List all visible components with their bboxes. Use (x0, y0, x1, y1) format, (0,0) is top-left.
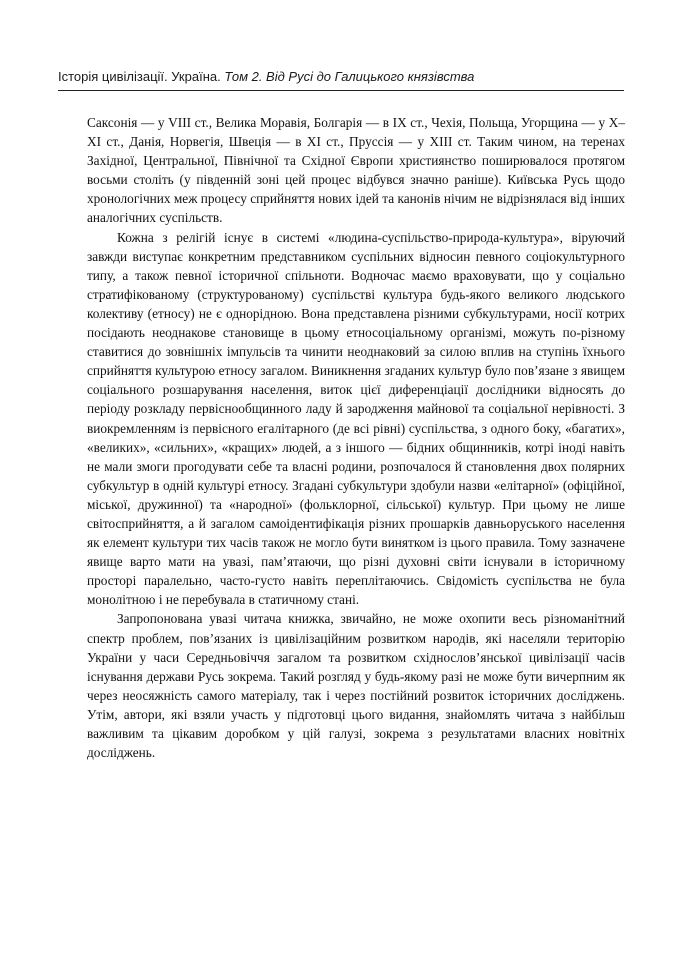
paragraph: Кожна з релігій існує в системі «людина-суспільство-природа-культура», віруючий завжди виступає конкретним представником суспільних відносин певного соціокультурного типу, а також певної історичної спільноти. Водночас маємо враховувати, що у соціально стратифікованому (структурованому) суспільстві культура будь-якого великого людського колективу (етносу) не є однорідною. Вона представлена різними субкультурами, носії котрих посідають неоднакове становище в цьому етносоціальному організмі, можуть по-різному ставитися до зовнішніх імпульсів та чинити неоднаковий за силою вплив на ступінь їхнього сприйняття культурою етносу загалом. Виникнення згаданих культур було пов’язане з явищем соціального розшарування населення, виток цієї диференціації дослідники відносять до періоду розкладу первіснообщинного ладу й зародження майнової та соціальної нерівності. З виокремленням із первісного егалітарного (де всі рівні) суспільства, з одного боку, «багатих», «великих», «сильних», «кращих» людей, а з іншого — бідних общинників, котрі іноді навіть не мали змоги прогодувати себе та власні родини, розпочалося й становлення двох полярних субкультур в одній культурі етносу. Згадані субкультури здобули назви «елітарної» (офіційної, міської, дружинної) та «народної» (фольклорної, сільської) культур. При цьому не лише світосприйняття, а й загалом самоідентифікація різних прошарків давньоруського населення як елемент культури тих часів також не могло бути винятком із цього правила. Тому зазначене явище варто мати на увазі, пам’ятаючи, що різні духовні світи існували в історичному просторі паралельно, часто-густо навіть переплітаючись. Свідомість суспільства не була монолітною і не перебувала в статичному стані. (87, 229, 625, 608)
header-series-title: Історія цивілізації. Україна. (58, 69, 221, 84)
running-header (58, 69, 624, 85)
body-text (87, 113, 625, 762)
header-rule (58, 90, 624, 91)
header-volume-title: Том 2. Від Русі до Галицького князівства (224, 69, 475, 84)
paragraph: Запропонована увазі читача книжка, звичайно, не може охопити весь різноманітний спектр проблем, пов’язаних із цивілізаційним розвитком народів, які населяли територію України у часи Середньовіччя загалом та розвитком східнослов’янської цивілізації часів існування держави Русь зокрема. Такий розгляд у будь-якому разі не може бути вичерпним як через неосяжність самого матеріалу, так і через постійний розвиток історичних досліджень. Утім, автори, які взяли участь у підготовці цього видання, знайомлять читача з найбільш важливим та цікавим доробком у цій галузі, зокрема з результатами власних новітніх досліджень. (87, 611, 625, 761)
paragraph-continued: Саксонія — у VIII ст., Велика Моравія, Болгарія — в IX ст., Чехія, Польща, Угорщина — у X–XI ст., Данія, Норвегія, Швеція — в XI ст., Пруссія — у XIII ст. Таким чином, на теренах Західної, Центральної, Північної та Східної Європи християнство поширювалося протягом восьми століть (у південній зоні цей процес відбувся значно раніше). Київська Русь щодо хронологічних меж процесу сприйняття нових ідей та канонів нічим не відрізнялася від інших аналогічних суспільств. (87, 115, 625, 226)
